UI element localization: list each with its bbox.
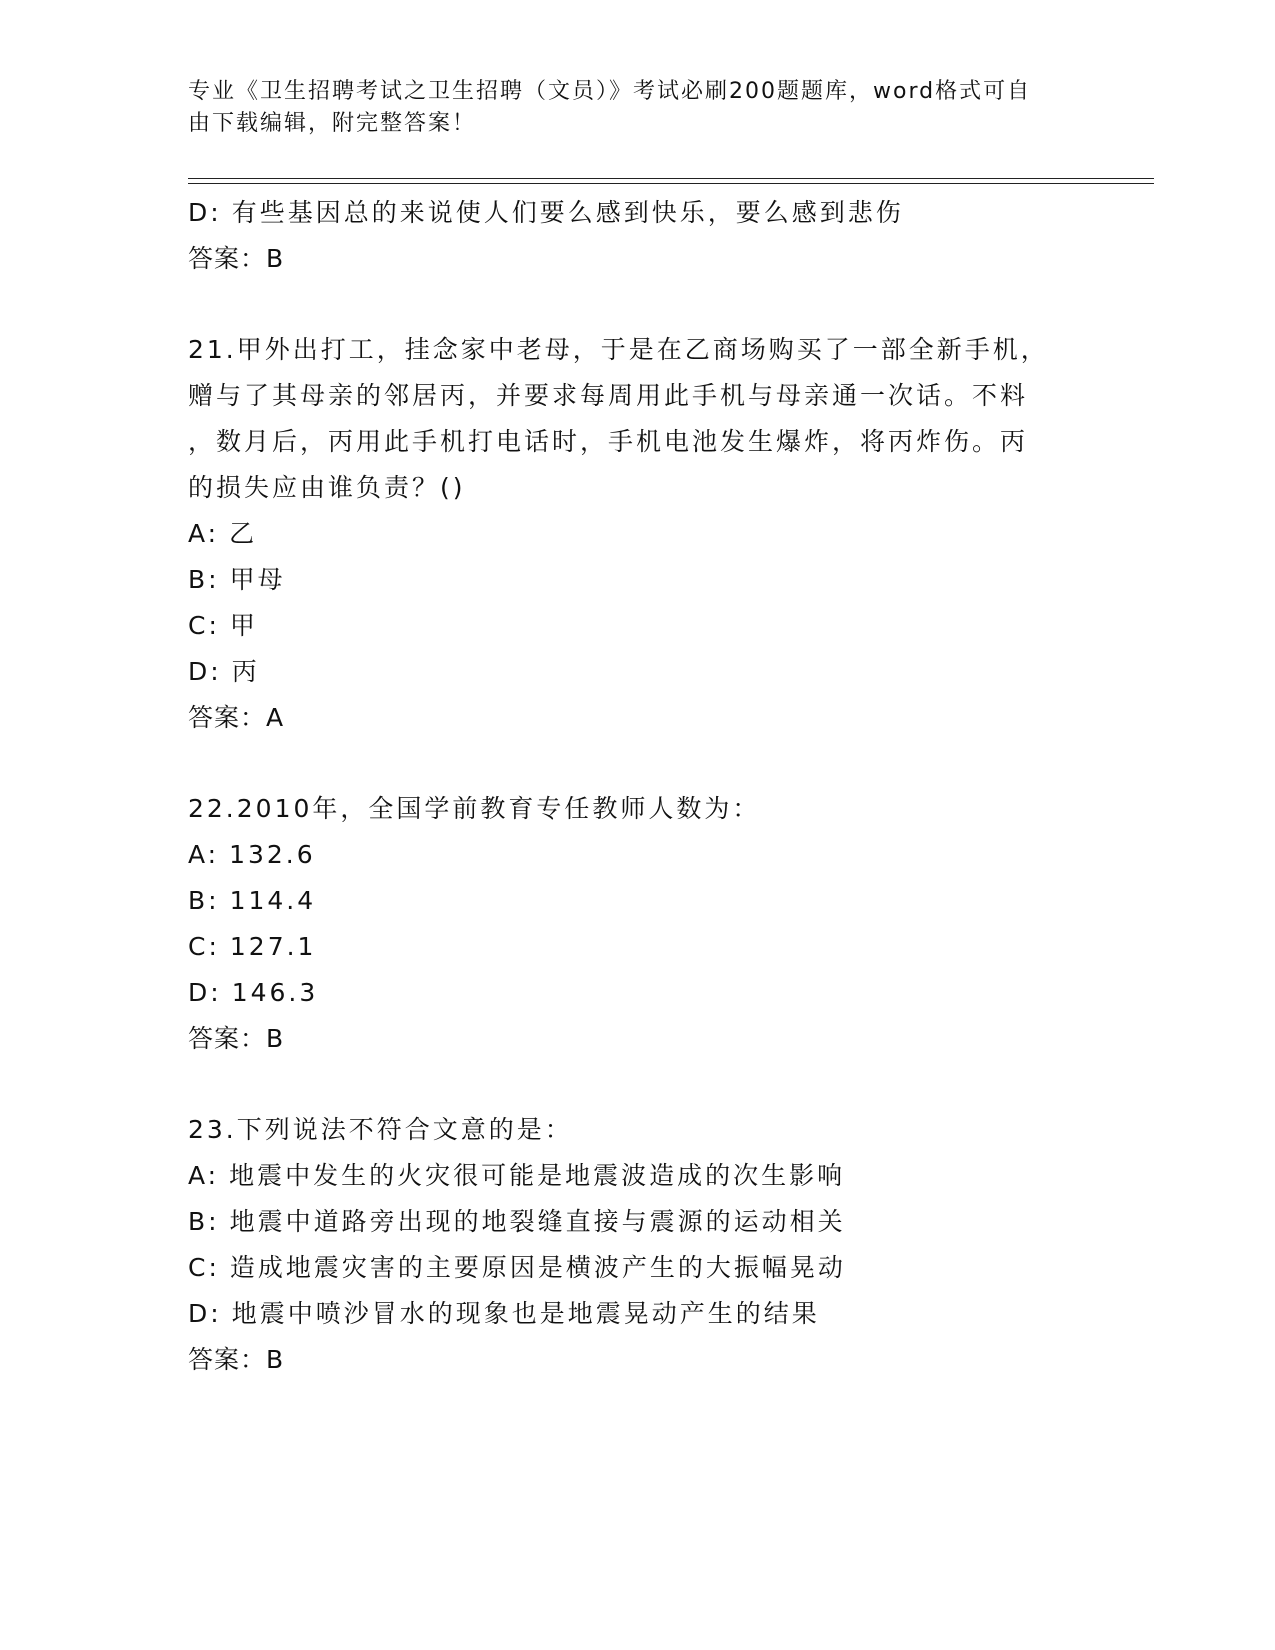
header-divider-bottom <box>188 183 1154 184</box>
question-22 <box>188 786 1068 1062</box>
option-label: C: <box>188 1253 220 1282</box>
option-a <box>188 832 1068 878</box>
option-a <box>188 1153 1068 1199</box>
option-c <box>188 924 1068 970</box>
option-d <box>188 190 1068 236</box>
option-label: D: <box>188 657 222 686</box>
header-title-line-2: 由下载编辑，附完整答案！ <box>188 111 477 136</box>
previous-question-tail <box>188 190 1068 282</box>
option-d <box>188 1291 1068 1337</box>
answer-line: 答案：B <box>188 244 285 273</box>
question-stem-line: 23.下列说法不符合文意的是： <box>188 1115 573 1144</box>
option-d <box>188 649 1068 695</box>
question-23 <box>188 1107 1068 1383</box>
option-text: 甲 <box>229 611 258 640</box>
question-stem-line: 的损失应由谁负责？() <box>188 473 466 502</box>
question-stem-line: 赠与了其母亲的邻居丙，并要求每周用此手机与母亲通一次话。不料 <box>188 381 1029 410</box>
option-label: B: <box>188 886 220 915</box>
option-text: 127.1 <box>229 932 317 961</box>
document-body <box>188 190 1068 1383</box>
question-21 <box>188 327 1068 741</box>
option-text: 乙 <box>229 519 258 548</box>
option-text: 146.3 <box>231 978 319 1007</box>
option-b <box>188 557 1068 603</box>
answer-line: 答案：B <box>188 1024 285 1053</box>
document-header <box>188 76 1068 140</box>
option-label: C: <box>188 932 220 961</box>
option-text: 丙 <box>231 657 260 686</box>
option-text: 地震中喷沙冒水的现象也是地震晃动产生的结果 <box>231 1299 820 1328</box>
option-text: 114.4 <box>229 886 317 915</box>
option-d <box>188 970 1068 1016</box>
option-text: 地震中发生的火灾很可能是地震波造成的次生影响 <box>229 1161 846 1190</box>
option-b <box>188 878 1068 924</box>
option-label: A: <box>188 1161 220 1190</box>
option-text: 132.6 <box>229 840 316 869</box>
option-label: C: <box>188 611 220 640</box>
option-label: D: <box>188 978 222 1007</box>
option-text: 甲母 <box>229 565 286 594</box>
spacer <box>188 1062 1068 1107</box>
option-c <box>188 1245 1068 1291</box>
option-label: A: <box>188 840 220 869</box>
spacer <box>188 282 1068 327</box>
question-stem-line: 22.2010年，全国学前教育专任教师人数为： <box>188 794 761 823</box>
option-label: B: <box>188 1207 220 1236</box>
answer-line: 答案：B <box>188 1345 285 1374</box>
option-label: D: <box>188 1299 222 1328</box>
option-c <box>188 603 1068 649</box>
option-a <box>188 511 1068 557</box>
option-text: 有些基因总的来说使人们要么感到快乐，要么感到悲伤 <box>231 198 904 227</box>
option-label: D: <box>188 198 222 227</box>
spacer <box>188 741 1068 786</box>
answer-line: 答案：A <box>188 703 285 732</box>
header-title-line-1: 专业《卫生招聘考试之卫生招聘（文员）》考试必刷200题题库，word格式可自 <box>188 79 1032 104</box>
option-label: A: <box>188 519 220 548</box>
option-label: B: <box>188 565 220 594</box>
question-stem-line: ，数月后，丙用此手机打电话时，手机电池发生爆炸，将丙炸伤。丙 <box>188 427 1029 456</box>
option-b <box>188 1199 1068 1245</box>
option-text: 造成地震灾害的主要原因是横波产生的大振幅晃动 <box>229 1253 846 1282</box>
question-stem-line: 21.甲外出打工，挂念家中老母，于是在乙商场购买了一部全新手机， <box>188 335 1049 364</box>
option-text: 地震中道路旁出现的地裂缝直接与震源的运动相关 <box>229 1207 846 1236</box>
header-divider-top <box>188 178 1154 179</box>
